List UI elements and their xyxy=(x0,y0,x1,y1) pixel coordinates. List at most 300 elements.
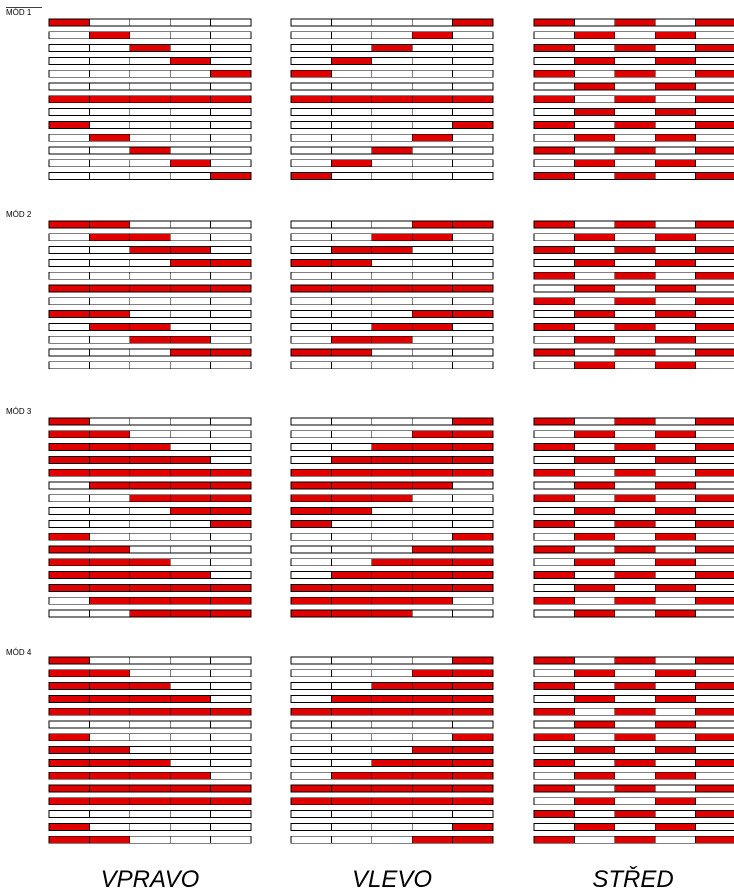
segment-mode3-vlevo-row9-seg1-on xyxy=(291,520,331,527)
segment-mode2-stred-row12-seg2-on xyxy=(574,362,614,369)
segment-mode4-stred-row1-seg3-on xyxy=(615,657,655,664)
segment-mode3-stred-row8-seg5-off xyxy=(696,508,734,515)
segment-mode2-vlevo-row3-seg4-off xyxy=(412,247,452,254)
segment-mode3-vpravo-row12-seg2-on xyxy=(89,559,129,566)
segment-mode2-vlevo-row10-seg3-on xyxy=(372,336,412,343)
segment-mode4-stred-row6-seg1-off xyxy=(534,721,574,728)
segment-mode1-vpravo-row4-seg4-on xyxy=(170,57,210,64)
segment-mode3-stred-row13-seg5-on xyxy=(696,572,734,579)
segment-mode3-vpravo-row6-seg4-on xyxy=(170,482,210,489)
segment-mode4-vpravo-row3-seg2-on xyxy=(89,683,129,690)
segment-mode4-vpravo-row11-seg3-on xyxy=(130,785,170,792)
segment-mode1-vlevo-row11-seg2-off xyxy=(331,147,371,154)
segment-mode3-vpravo-row2-seg1-on xyxy=(49,431,89,438)
segment-mode3-vpravo-row6-seg5-on xyxy=(211,482,251,489)
segment-mode3-vpravo-row16-seg1-off xyxy=(49,610,89,617)
segment-mode4-stred-row6-seg5-off xyxy=(696,721,734,728)
segment-mode3-vpravo-row11-seg5-off xyxy=(211,546,251,553)
segment-mode4-vlevo-row3-seg1-off xyxy=(291,683,331,690)
segment-mode1-stred-row5-seg3-on xyxy=(615,70,655,77)
segment-mode3-stred-row8-seg2-on xyxy=(574,508,614,515)
segment-mode4-stred-row5-seg3-on xyxy=(615,708,655,715)
segment-mode3-stred-row3-seg2-off xyxy=(574,444,614,451)
segment-mode4-stred-row10-seg4-on xyxy=(655,772,695,779)
segment-mode4-vlevo-row11-seg3-on xyxy=(372,785,412,792)
segment-mode3-vlevo-row5-seg2-on xyxy=(331,469,371,476)
segment-mode3-vpravo-row14-seg5-on xyxy=(211,584,251,591)
segment-mode3-stred-row15-seg3-on xyxy=(615,597,655,604)
segment-mode3-stred-row6-seg4-on xyxy=(655,482,695,489)
segment-mode4-vlevo-row5-seg4-on xyxy=(412,708,452,715)
segment-mode1-vlevo-row7-seg4-on xyxy=(412,96,452,103)
segment-mode2-vlevo-row7-seg2-off xyxy=(331,298,371,305)
segment-mode4-vlevo-row4-seg3-on xyxy=(372,695,412,702)
segment-mode3-vlevo-row11-seg5-on xyxy=(453,546,493,553)
segment-mode2-stred-row12-seg4-on xyxy=(655,362,695,369)
segment-mode4-vpravo-row12-seg5-on xyxy=(211,798,251,805)
segment-mode4-vlevo-row14-seg5-on xyxy=(453,823,493,830)
segment-mode2-vpravo-row1-seg5-off xyxy=(211,221,251,228)
segment-mode2-vpravo-row7-seg5-off xyxy=(211,298,251,305)
segment-mode3-stred-row13-seg3-on xyxy=(615,572,655,579)
segment-mode2-stred-row3-seg2-off xyxy=(574,247,614,254)
segment-mode3-vlevo-row1-seg3-off xyxy=(372,418,412,425)
segment-mode4-vpravo-row12-seg2-on xyxy=(89,798,129,805)
segment-mode4-stred-row11-seg1-on xyxy=(534,785,574,792)
segment-mode3-vpravo-row14-seg4-on xyxy=(170,584,210,591)
segment-mode4-stred-row14-seg2-on xyxy=(574,823,614,830)
segment-mode2-vpravo-row5-seg2-off xyxy=(89,272,129,279)
segment-mode1-vpravo-row13-seg5-on xyxy=(211,173,251,180)
segment-mode4-vlevo-row13-seg4-off xyxy=(412,811,452,818)
segment-mode3-vpravo-row5-seg3-on xyxy=(130,469,170,476)
segment-mode2-vlevo-row12-seg2-off xyxy=(331,362,371,369)
segment-mode2-vpravo-row5-seg1-off xyxy=(49,272,89,279)
segment-mode3-stred-row10-seg2-on xyxy=(574,533,614,540)
segment-mode3-vpravo-row4-seg5-off xyxy=(211,456,251,463)
segment-mode1-stred-row3-seg3-on xyxy=(615,45,655,52)
segment-mode3-stred-row6-seg1-off xyxy=(534,482,574,489)
segment-mode3-vpravo-row7-seg2-off xyxy=(89,495,129,502)
segment-mode4-vpravo-row7-seg2-off xyxy=(89,734,129,741)
segment-mode4-stred-row6-seg3-off xyxy=(615,721,655,728)
segment-mode4-vlevo-row6-seg3-off xyxy=(372,721,412,728)
segment-mode2-vlevo-row1-seg5-on xyxy=(453,221,493,228)
segment-mode4-vlevo-row8-seg3-off xyxy=(372,747,412,754)
segment-mode3-stred-row1-seg5-on xyxy=(696,418,734,425)
segment-mode1-stred-row7-seg4-off xyxy=(655,96,695,103)
segment-mode4-vpravo-row13-seg4-off xyxy=(170,811,210,818)
segment-mode4-vpravo-row11-seg2-on xyxy=(89,785,129,792)
segment-mode4-vlevo-row2-seg2-off xyxy=(331,670,371,677)
segment-mode4-vlevo-row7-seg3-off xyxy=(372,734,412,741)
segment-mode4-stred-row12-seg3-off xyxy=(615,798,655,805)
segment-mode1-vlevo-row6-seg4-off xyxy=(412,83,452,90)
segment-mode3-vlevo-row10-seg2-off xyxy=(331,533,371,540)
segment-mode2-vlevo-row2-seg2-off xyxy=(331,234,371,241)
segment-mode4-vlevo-row5-seg1-on xyxy=(291,708,331,715)
segment-mode2-vpravo-row2-seg3-on xyxy=(130,234,170,241)
segment-mode4-vpravo-row2-seg2-on xyxy=(89,670,129,677)
segment-mode4-vpravo-row10-seg5-off xyxy=(211,772,251,779)
segment-mode1-stred-row10-seg4-on xyxy=(655,134,695,141)
segment-mode1-stred-row1-seg3-on xyxy=(615,19,655,26)
segment-mode1-vlevo-row3-seg5-off xyxy=(453,45,493,52)
segment-mode3-stred-row14-seg3-off xyxy=(615,584,655,591)
segment-mode3-stred-row1-seg1-on xyxy=(534,418,574,425)
segment-mode3-vpravo-row10-seg5-off xyxy=(211,533,251,540)
segment-mode3-vlevo-row6-seg1-on xyxy=(291,482,331,489)
segment-mode3-stred-row12-seg5-off xyxy=(696,559,734,566)
segment-mode3-vlevo-row10-seg3-off xyxy=(372,533,412,540)
segment-mode3-vlevo-row7-seg5-off xyxy=(453,495,493,502)
segment-mode3-stred-row16-seg5-off xyxy=(696,610,734,617)
segment-mode4-vlevo-row8-seg2-off xyxy=(331,747,371,754)
segment-mode1-stred-row12-seg4-on xyxy=(655,160,695,167)
segment-mode4-vlevo-row1-seg5-on xyxy=(453,657,493,664)
segment-mode3-vpravo-row3-seg3-on xyxy=(130,444,170,451)
segment-mode1-vlevo-row10-seg2-off xyxy=(331,134,371,141)
segment-mode3-vpravo-row4-seg4-on xyxy=(170,456,210,463)
segment-mode4-vlevo-row15-seg1-off xyxy=(291,836,331,843)
segment-mode4-vpravo-row13-seg2-off xyxy=(89,811,129,818)
segment-mode3-vpravo-row8-seg3-off xyxy=(130,508,170,515)
segment-mode4-vpravo-row3-seg3-on xyxy=(130,683,170,690)
segment-mode4-vpravo-row15-seg5-off xyxy=(211,836,251,843)
segment-mode3-stred-row7-seg5-on xyxy=(696,495,734,502)
segment-mode2-vpravo-row3-seg5-off xyxy=(211,247,251,254)
segment-mode1-vpravo-row9-seg4-off xyxy=(170,121,210,128)
segment-mode1-vlevo-row12-seg4-off xyxy=(412,160,452,167)
segment-mode3-vpravo-row10-seg2-off xyxy=(89,533,129,540)
segment-mode1-vlevo-row9-seg1-off xyxy=(291,121,331,128)
segment-mode3-vlevo-row8-seg1-on xyxy=(291,508,331,515)
segment-mode4-vpravo-row15-seg3-off xyxy=(130,836,170,843)
segment-mode4-stred-row9-seg3-on xyxy=(615,759,655,766)
segment-mode3-vlevo-row4-seg4-on xyxy=(412,456,452,463)
segment-mode3-vpravo-row3-seg5-off xyxy=(211,444,251,451)
segment-mode2-vpravo-row10-seg4-on xyxy=(170,336,210,343)
segment-mode4-vpravo-row14-seg1-on xyxy=(49,823,89,830)
segment-mode1-vlevo-row6-seg5-off xyxy=(453,83,493,90)
segment-mode4-vlevo-row2-seg5-on xyxy=(453,670,493,677)
segment-mode4-stred-row13-seg1-on xyxy=(534,811,574,818)
segment-mode4-vpravo-row9-seg2-on xyxy=(89,759,129,766)
segment-mode3-vlevo-row3-seg4-on xyxy=(412,444,452,451)
segment-mode1-vpravo-row11-seg3-on xyxy=(130,147,170,154)
segment-mode3-vpravo-row9-seg3-off xyxy=(130,520,170,527)
segment-mode3-vpravo-row8-seg4-on xyxy=(170,508,210,515)
segment-mode2-stred-row7-seg5-on xyxy=(696,298,734,305)
segment-mode3-vpravo-row14-seg2-on xyxy=(89,584,129,591)
segment-mode2-stred-row1-seg3-on xyxy=(615,221,655,228)
segment-mode3-vlevo-row8-seg5-off xyxy=(453,508,493,515)
segment-mode1-stred-row2-seg2-on xyxy=(574,32,614,39)
segment-mode1-vpravo-row6-seg4-off xyxy=(170,83,210,90)
segment-mode1-stred-row4-seg2-on xyxy=(574,57,614,64)
segment-mode3-stred-row8-seg4-on xyxy=(655,508,695,515)
segment-mode4-stred-row1-seg5-on xyxy=(696,657,734,664)
segment-mode4-vpravo-row11-seg5-on xyxy=(211,785,251,792)
segment-mode1-vlevo-row3-seg4-off xyxy=(412,45,452,52)
segment-mode3-vpravo-row13-seg5-off xyxy=(211,572,251,579)
segment-mode3-stred-row13-seg1-on xyxy=(534,572,574,579)
segment-mode3-stred-row6-seg3-off xyxy=(615,482,655,489)
segment-mode4-stred-row10-seg3-off xyxy=(615,772,655,779)
segment-mode4-vpravo-row6-seg2-off xyxy=(89,721,129,728)
segment-mode1-stred-row9-seg1-on xyxy=(534,121,574,128)
column-label-vlevo: VLEVO xyxy=(351,866,433,892)
segment-mode4-stred-row5-seg5-on xyxy=(696,708,734,715)
segment-mode2-stred-row5-seg2-off xyxy=(574,272,614,279)
segment-mode2-vlevo-row8-seg2-off xyxy=(331,311,371,318)
segment-mode1-vpravo-row9-seg3-off xyxy=(130,121,170,128)
segment-mode1-vpravo-row11-seg5-off xyxy=(211,147,251,154)
segment-mode2-vlevo-row5-seg1-off xyxy=(291,272,331,279)
segment-mode4-vpravo-row1-seg2-off xyxy=(89,657,129,664)
segment-mode2-vpravo-row8-seg1-on xyxy=(49,311,89,318)
segment-mode4-vlevo-row2-seg3-off xyxy=(372,670,412,677)
segment-mode3-stred-row2-seg2-on xyxy=(574,431,614,438)
segment-mode3-stred-row4-seg3-off xyxy=(615,456,655,463)
segment-mode2-stred-row1-seg4-off xyxy=(655,221,695,228)
segment-mode4-vpravo-row7-seg1-on xyxy=(49,734,89,741)
segment-mode1-vpravo-row5-seg1-off xyxy=(49,70,89,77)
segment-mode3-vlevo-row13-seg2-on xyxy=(331,572,371,579)
segment-mode2-stred-row5-seg3-on xyxy=(615,272,655,279)
segment-mode2-vlevo-row5-seg5-off xyxy=(453,272,493,279)
segment-mode4-stred-row11-seg4-off xyxy=(655,785,695,792)
segment-mode2-vpravo-row7-seg2-off xyxy=(89,298,129,305)
segment-mode3-vpravo-row15-seg4-on xyxy=(170,597,210,604)
segment-mode1-vlevo-row5-seg3-off xyxy=(372,70,412,77)
segment-mode2-stred-row11-seg3-on xyxy=(615,349,655,356)
segment-mode3-vpravo-row8-seg5-on xyxy=(211,508,251,515)
segment-mode1-stred-row8-seg4-on xyxy=(655,109,695,116)
segment-mode4-vpravo-row9-seg5-off xyxy=(211,759,251,766)
segment-mode3-vlevo-row3-seg5-on xyxy=(453,444,493,451)
segment-mode3-stred-row7-seg4-off xyxy=(655,495,695,502)
segment-mode3-vpravo-row1-seg3-off xyxy=(130,418,170,425)
segment-mode1-stred-row11-seg4-off xyxy=(655,147,695,154)
segment-mode3-vpravo-row5-seg2-on xyxy=(89,469,129,476)
segment-mode3-vpravo-row15-seg5-on xyxy=(211,597,251,604)
segment-mode2-stred-row11-seg5-on xyxy=(696,349,734,356)
segment-mode2-stred-row2-seg1-off xyxy=(534,234,574,241)
segment-mode3-stred-row15-seg1-on xyxy=(534,597,574,604)
segment-mode2-vlevo-row10-seg2-on xyxy=(331,336,371,343)
segment-mode1-vpravo-row8-seg4-off xyxy=(170,109,210,116)
segment-mode1-vlevo-row10-seg4-on xyxy=(412,134,452,141)
segment-mode3-stred-row11-seg2-off xyxy=(574,546,614,553)
segment-mode1-vlevo-row9-seg5-on xyxy=(453,121,493,128)
segment-mode1-vlevo-row2-seg5-off xyxy=(453,32,493,39)
segment-mode2-stred-row9-seg2-off xyxy=(574,323,614,330)
segment-mode2-stred-row11-seg1-on xyxy=(534,349,574,356)
segment-mode3-stred-row14-seg4-on xyxy=(655,584,695,591)
segment-mode1-stred-row6-seg1-off xyxy=(534,83,574,90)
segment-mode4-stred-row5-seg2-off xyxy=(574,708,614,715)
segment-mode4-vpravo-row8-seg4-off xyxy=(170,747,210,754)
segment-mode1-vpravo-row9-seg5-off xyxy=(211,121,251,128)
segment-mode2-vlevo-row7-seg4-off xyxy=(412,298,452,305)
segment-mode2-stred-row9-seg5-on xyxy=(696,323,734,330)
segment-mode3-vlevo-row1-seg1-off xyxy=(291,418,331,425)
column-label-vpravo: VPRAVO xyxy=(100,866,200,892)
segment-mode4-vlevo-row10-seg4-on xyxy=(412,772,452,779)
segment-mode1-stred-row5-seg2-off xyxy=(574,70,614,77)
segment-mode2-vlevo-row12-seg4-off xyxy=(412,362,452,369)
segment-mode2-vlevo-row2-seg5-off xyxy=(453,234,493,241)
segment-mode2-vlevo-row9-seg1-off xyxy=(291,323,331,330)
segment-mode3-vpravo-row5-seg5-on xyxy=(211,469,251,476)
segment-mode4-vlevo-row3-seg5-on xyxy=(453,683,493,690)
segment-mode4-vpravo-row12-seg3-on xyxy=(130,798,170,805)
segment-mode3-vpravo-row14-seg3-on xyxy=(130,584,170,591)
segment-mode4-stred-row1-seg4-off xyxy=(655,657,695,664)
segment-mode1-vpravo-row2-seg3-off xyxy=(130,32,170,39)
segment-mode2-vlevo-row2-seg3-on xyxy=(372,234,412,241)
segment-mode1-stred-row8-seg1-off xyxy=(534,109,574,116)
segment-mode2-stred-row5-seg4-off xyxy=(655,272,695,279)
segment-mode2-vlevo-row1-seg3-off xyxy=(372,221,412,228)
segment-mode2-vlevo-row1-seg2-off xyxy=(331,221,371,228)
segment-mode1-vpravo-row7-seg1-on xyxy=(49,96,89,103)
segment-mode1-stred-row3-seg1-on xyxy=(534,45,574,52)
segment-mode1-vpravo-row12-seg2-off xyxy=(89,160,129,167)
segment-mode4-vpravo-row4-seg1-on xyxy=(49,695,89,702)
segment-mode1-vpravo-row2-seg5-off xyxy=(211,32,251,39)
segment-mode4-stred-row11-seg2-off xyxy=(574,785,614,792)
segment-mode2-vpravo-row8-seg3-off xyxy=(130,311,170,318)
segment-mode2-stred-row12-seg5-off xyxy=(696,362,734,369)
segment-mode1-vpravo-row5-seg5-on xyxy=(211,70,251,77)
segment-mode1-vlevo-row4-seg5-off xyxy=(453,57,493,64)
segment-mode4-vpravo-row7-seg4-off xyxy=(170,734,210,741)
segment-mode4-vpravo-row2-seg4-off xyxy=(170,670,210,677)
segment-mode4-vpravo-row14-seg5-off xyxy=(211,823,251,830)
segment-mode4-vpravo-row4-seg4-on xyxy=(170,695,210,702)
segment-mode2-stred-row10-seg2-on xyxy=(574,336,614,343)
segment-mode2-vlevo-row3-seg3-on xyxy=(372,247,412,254)
segment-mode3-stred-row3-seg1-on xyxy=(534,444,574,451)
segment-mode4-vlevo-row6-seg5-off xyxy=(453,721,493,728)
segment-mode1-stred-row5-seg1-on xyxy=(534,70,574,77)
segment-mode4-stred-row6-seg2-on xyxy=(574,721,614,728)
segment-mode3-vpravo-row11-seg3-off xyxy=(130,546,170,553)
segment-mode3-stred-row4-seg4-on xyxy=(655,456,695,463)
segment-mode4-vpravo-row2-seg5-off xyxy=(211,670,251,677)
segment-mode2-vpravo-row3-seg1-off xyxy=(49,247,89,254)
segment-mode1-vpravo-row12-seg5-off xyxy=(211,160,251,167)
segment-mode4-stred-row7-seg5-on xyxy=(696,734,734,741)
segment-mode4-vlevo-row8-seg4-on xyxy=(412,747,452,754)
segment-mode2-stred-row12-seg1-off xyxy=(534,362,574,369)
segment-mode1-stred-row6-seg4-on xyxy=(655,83,695,90)
segment-mode2-vpravo-row7-seg4-off xyxy=(170,298,210,305)
segment-mode2-stred-row7-seg4-off xyxy=(655,298,695,305)
segment-mode4-vpravo-row10-seg1-on xyxy=(49,772,89,779)
segment-mode2-stred-row8-seg4-on xyxy=(655,311,695,318)
segment-mode3-vlevo-row3-seg1-off xyxy=(291,444,331,451)
segment-mode2-stred-row4-seg2-on xyxy=(574,259,614,266)
segment-mode3-vlevo-row14-seg1-on xyxy=(291,584,331,591)
segment-mode2-stred-row3-seg1-on xyxy=(534,247,574,254)
segment-mode2-stred-row11-seg2-off xyxy=(574,349,614,356)
segment-mode4-vpravo-row4-seg3-on xyxy=(130,695,170,702)
segment-mode2-stred-row5-seg1-on xyxy=(534,272,574,279)
segment-mode3-vlevo-row5-seg4-on xyxy=(412,469,452,476)
segment-mode3-vlevo-row9-seg2-off xyxy=(331,520,371,527)
segment-mode4-stred-row2-seg1-off xyxy=(534,670,574,677)
segment-mode2-vpravo-row6-seg3-on xyxy=(130,285,170,292)
segment-mode4-vlevo-row5-seg5-on xyxy=(453,708,493,715)
segment-mode4-vlevo-row13-seg5-off xyxy=(453,811,493,818)
segment-mode2-vpravo-row10-seg3-on xyxy=(130,336,170,343)
segment-mode4-vlevo-row13-seg1-off xyxy=(291,811,331,818)
segment-mode4-vpravo-row13-seg1-off xyxy=(49,811,89,818)
segment-mode2-vlevo-row1-seg1-off xyxy=(291,221,331,228)
segment-mode2-stred-row4-seg1-off xyxy=(534,259,574,266)
segment-mode4-vpravo-row14-seg4-off xyxy=(170,823,210,830)
segment-mode1-stred-row7-seg1-on xyxy=(534,96,574,103)
segment-mode4-stred-row4-seg1-off xyxy=(534,695,574,702)
segment-mode4-vpravo-row15-seg4-off xyxy=(170,836,210,843)
segment-mode3-vlevo-row4-seg1-off xyxy=(291,456,331,463)
segment-mode3-stred-row14-seg5-off xyxy=(696,584,734,591)
segment-mode1-vpravo-row5-seg4-off xyxy=(170,70,210,77)
segment-mode4-vlevo-row4-seg4-on xyxy=(412,695,452,702)
segment-mode4-vpravo-row2-seg1-on xyxy=(49,670,89,677)
segment-mode2-vlevo-row6-seg5-on xyxy=(453,285,493,292)
segment-mode4-stred-row15-seg4-off xyxy=(655,836,695,843)
segment-mode4-stred-row4-seg5-off xyxy=(696,695,734,702)
segment-mode2-vlevo-row6-seg1-on xyxy=(291,285,331,292)
segment-mode3-stred-row5-seg2-off xyxy=(574,469,614,476)
segment-mode3-vpravo-row2-seg5-off xyxy=(211,431,251,438)
segment-mode3-stred-row1-seg2-off xyxy=(574,418,614,425)
segment-mode1-vlevo-row2-seg3-off xyxy=(372,32,412,39)
segment-mode3-vlevo-row13-seg3-on xyxy=(372,572,412,579)
segment-mode2-vlevo-row9-seg3-on xyxy=(372,323,412,330)
segment-mode1-vlevo-row2-seg4-on xyxy=(412,32,452,39)
segment-mode3-vlevo-row6-seg5-off xyxy=(453,482,493,489)
segment-mode1-vlevo-row8-seg2-off xyxy=(331,109,371,116)
segment-mode2-vlevo-row11-seg1-on xyxy=(291,349,331,356)
segment-mode1-stred-row4-seg1-off xyxy=(534,57,574,64)
segment-mode2-vpravo-row1-seg1-on xyxy=(49,221,89,228)
segment-mode4-vpravo-row8-seg1-on xyxy=(49,747,89,754)
segment-mode4-stred-row14-seg4-on xyxy=(655,823,695,830)
segment-mode3-stred-row16-seg1-off xyxy=(534,610,574,617)
segment-mode3-vlevo-row1-seg5-on xyxy=(453,418,493,425)
segment-mode3-vlevo-row11-seg3-off xyxy=(372,546,412,553)
segment-mode1-stred-row2-seg1-off xyxy=(534,32,574,39)
segment-mode2-vlevo-row3-seg2-on xyxy=(331,247,371,254)
segment-mode4-stred-row12-seg2-on xyxy=(574,798,614,805)
segment-mode1-stred-row10-seg2-on xyxy=(574,134,614,141)
segment-mode1-vlevo-row8-seg4-off xyxy=(412,109,452,116)
segment-mode1-vpravo-row10-seg5-off xyxy=(211,134,251,141)
segment-mode4-vpravo-row10-seg3-on xyxy=(130,772,170,779)
segment-mode4-stred-row6-seg4-on xyxy=(655,721,695,728)
segment-mode2-vpravo-row6-seg5-on xyxy=(211,285,251,292)
segment-mode1-stred-row1-seg1-on xyxy=(534,19,574,26)
segment-mode3-vlevo-row11-seg2-off xyxy=(331,546,371,553)
segment-mode2-stred-row1-seg5-on xyxy=(696,221,734,228)
segment-mode3-vlevo-row8-seg3-off xyxy=(372,508,412,515)
segment-mode4-vlevo-row4-seg5-on xyxy=(453,695,493,702)
